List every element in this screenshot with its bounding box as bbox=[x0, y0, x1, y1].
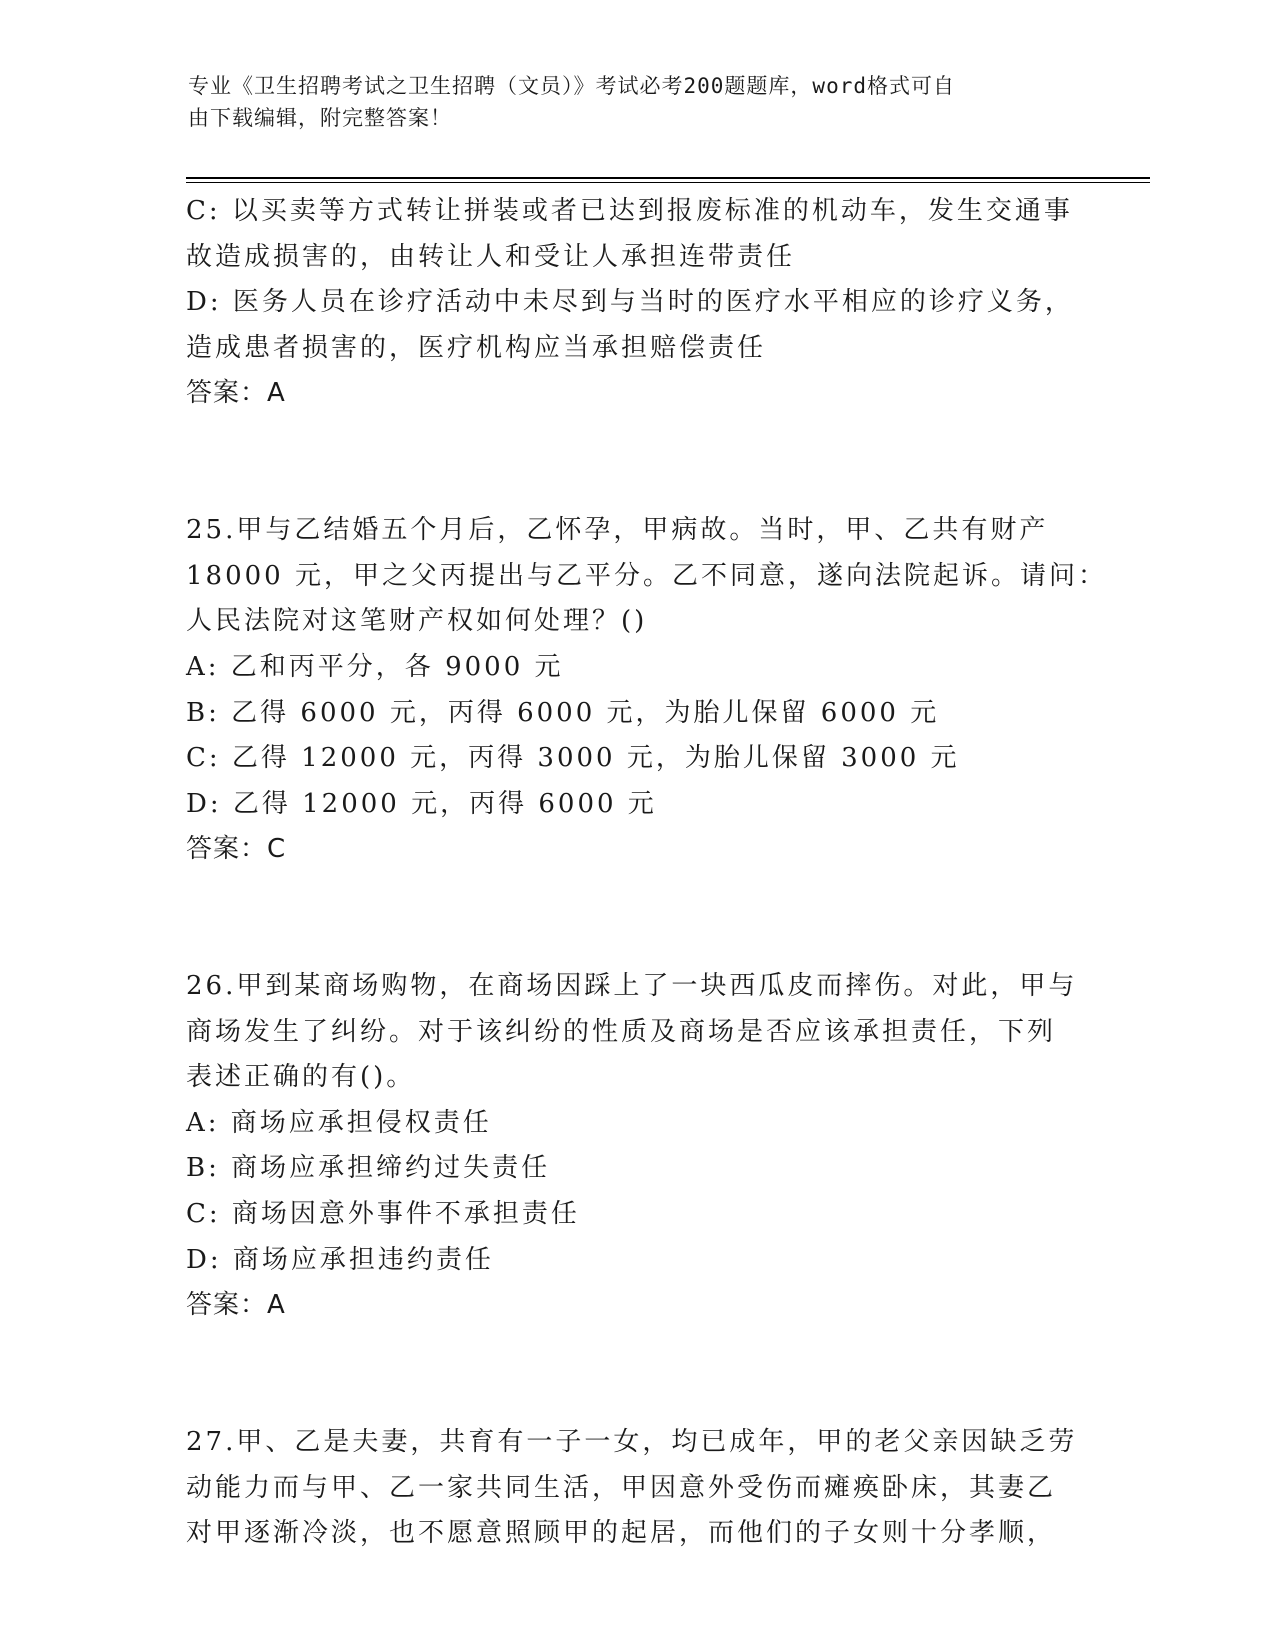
question-stem-line-3: 表述正确的有()。 bbox=[186, 1062, 416, 1093]
spacer bbox=[186, 417, 1086, 508]
header-line-1: 专业《卫生招聘考试之卫生招聘（文员）》考试必考200题题库，word格式可自 bbox=[188, 74, 955, 98]
option-c-line-2: 故造成损害的，由转让人和受让人承担连带责任 bbox=[186, 241, 796, 272]
option-a: A: 乙和丙平分，各 9000 元 bbox=[186, 651, 564, 682]
header-line-2: 由下载编辑，附完整答案！ bbox=[188, 106, 452, 130]
question-stem-line-1: 27.甲、乙是夫妻，共育有一子一女，均已成年，甲的老父亲因缺乏劳 bbox=[186, 1427, 1078, 1458]
question-stem-line-3: 对甲逐渐冷淡，也不愿意照顾甲的起居，而他们的子女则十分孝顺， bbox=[186, 1518, 1057, 1549]
option-b: B: 乙得 6000 元，丙得 6000 元，为胎儿保留 6000 元 bbox=[186, 697, 940, 728]
question-stem-line-1: 25.甲与乙结婚五个月后，乙怀孕，甲病故。当时，甲、乙共有财产 bbox=[186, 515, 1049, 546]
option-d: D: 商场应承担违约责任 bbox=[186, 1244, 494, 1275]
option-d: D: 乙得 12000 元，丙得 6000 元 bbox=[186, 788, 657, 819]
question-stem-line-2: 18000 元，甲之父丙提出与乙平分。乙不同意，遂向法院起诉。请问： bbox=[186, 560, 1107, 591]
question-27 bbox=[186, 1420, 1086, 1557]
header-divider-thin bbox=[186, 182, 1150, 183]
option-c: C: 商场因意外事件不承担责任 bbox=[186, 1199, 580, 1230]
page-header bbox=[188, 70, 1068, 134]
option-c-line-1: C: 以买卖等方式转让拼装或者已达到报废标准的机动车，发生交通事 bbox=[186, 196, 1073, 226]
option-d-line-1: D: 医务人员在诊疗活动中未尽到与当时的医疗水平相应的诊疗义务， bbox=[186, 287, 1074, 318]
question-24-fragment bbox=[186, 189, 1086, 417]
question-content bbox=[186, 189, 1107, 1557]
option-d-line-2: 造成患者损害的，医疗机构应当承担赔偿责任 bbox=[186, 332, 767, 363]
question-26 bbox=[186, 964, 1086, 1329]
answer: 答案：C bbox=[186, 834, 287, 865]
question-stem-line-1: 26.甲到某商场购物，在商场因踩上了一块西瓜皮而摔伤。对此，甲与 bbox=[186, 971, 1078, 1002]
question-25 bbox=[186, 508, 1107, 873]
question-stem-line-2: 动能力而与甲、乙一家共同生活，甲因意外受伤而瘫痪卧床，其妻乙 bbox=[186, 1472, 1057, 1503]
answer: 答案：A bbox=[186, 1290, 286, 1321]
option-a: A: 商场应承担侵权责任 bbox=[186, 1107, 492, 1138]
option-b: B: 商场应承担缔约过失责任 bbox=[186, 1153, 551, 1184]
header-divider-thick bbox=[186, 177, 1150, 179]
answer: 答案：A bbox=[186, 378, 286, 409]
spacer bbox=[186, 1329, 1086, 1420]
question-stem-line-3: 人民法院对这笔财产权如何处理？() bbox=[186, 606, 648, 637]
spacer bbox=[186, 873, 1086, 964]
option-c: C: 乙得 12000 元，丙得 3000 元，为胎儿保留 3000 元 bbox=[186, 743, 960, 774]
question-stem-line-2: 商场发生了纠纷。对于该纠纷的性质及商场是否应该承担责任，下列 bbox=[186, 1016, 1057, 1047]
